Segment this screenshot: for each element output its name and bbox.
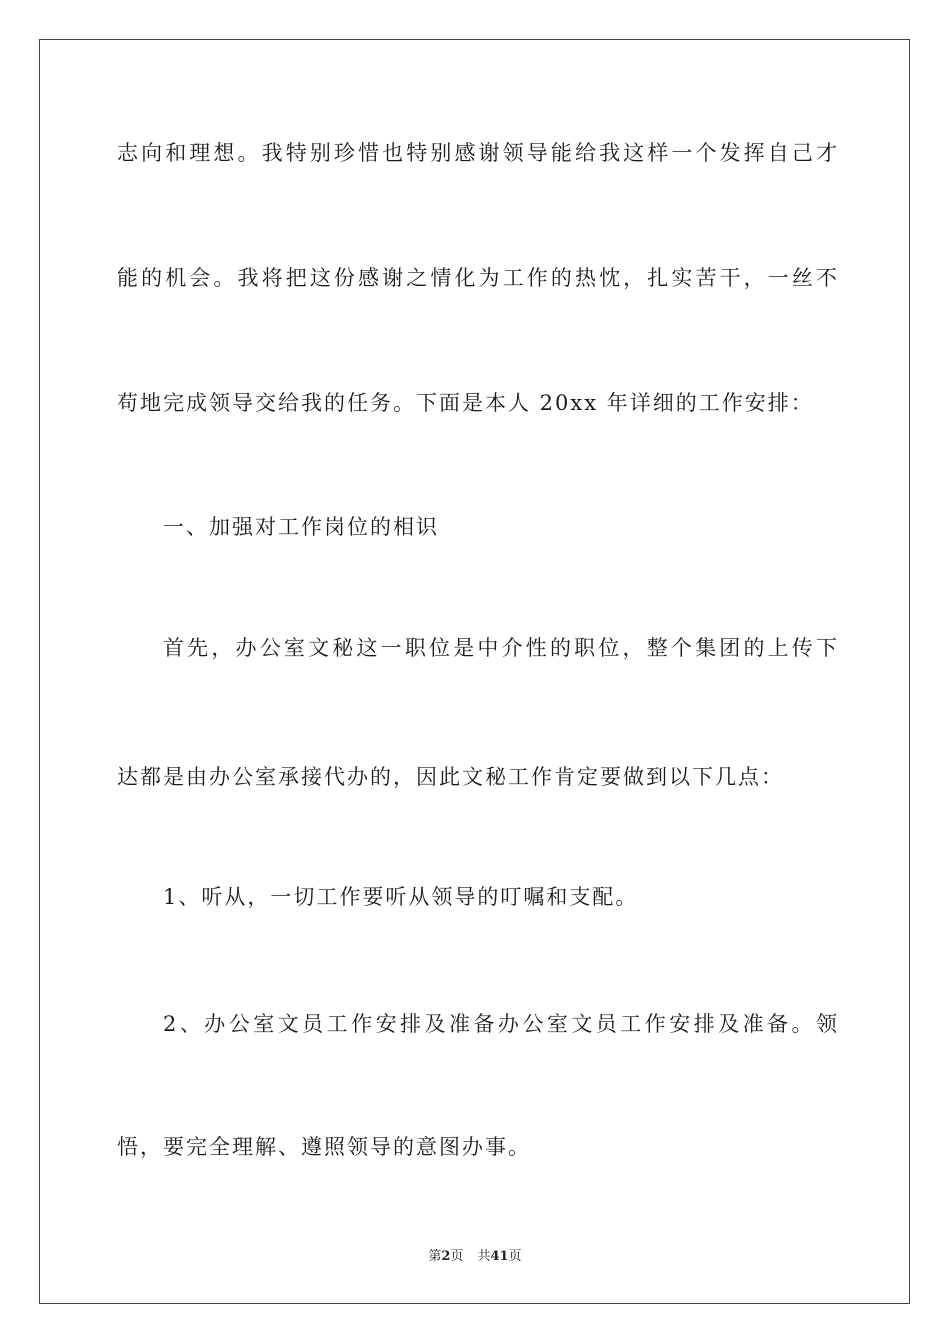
current-page-number: 2 [441, 1249, 451, 1264]
body-line-3: 苟地完成领导交给我的任务。下面是本人 20xx 年详细的工作安排： [117, 391, 814, 415]
page-suffix: 页 [450, 1249, 464, 1264]
total-suffix: 页 [508, 1249, 522, 1264]
page-border [39, 39, 910, 1304]
total-page-count: 41 [490, 1249, 509, 1264]
total-prefix: 共 [477, 1249, 491, 1264]
page-footer [0, 1248, 950, 1266]
section-heading: 一、加强对工作岗位的相识 [163, 515, 439, 539]
body-line-6: 达都是由办公室承接代办的，因此文秘工作肯定要做到以下几点： [117, 765, 784, 789]
page-prefix: 第 [428, 1249, 442, 1264]
body-line-9: 悟，要完全理解、遵照领导的意图办事。 [117, 1135, 531, 1159]
body-line-2: 能的机会。我将把这份感谢之情化为工作的热忱，扎实苦干，一丝不 [117, 266, 837, 290]
body-line-5: 首先，办公室文秘这一职位是中介性的职位，整个集团的上传下 [163, 636, 837, 660]
body-line-1: 志向和理想。我特别珍惜也特别感谢领导能给我这样一个发挥自己才 [117, 141, 837, 165]
list-item-1: 1、听从，一切工作要听从领导的叮嘱和支配。 [163, 885, 639, 909]
list-item-2: 2、办公室文员工作安排及准备办公室文员工作安排及准备。领 [163, 1012, 837, 1036]
